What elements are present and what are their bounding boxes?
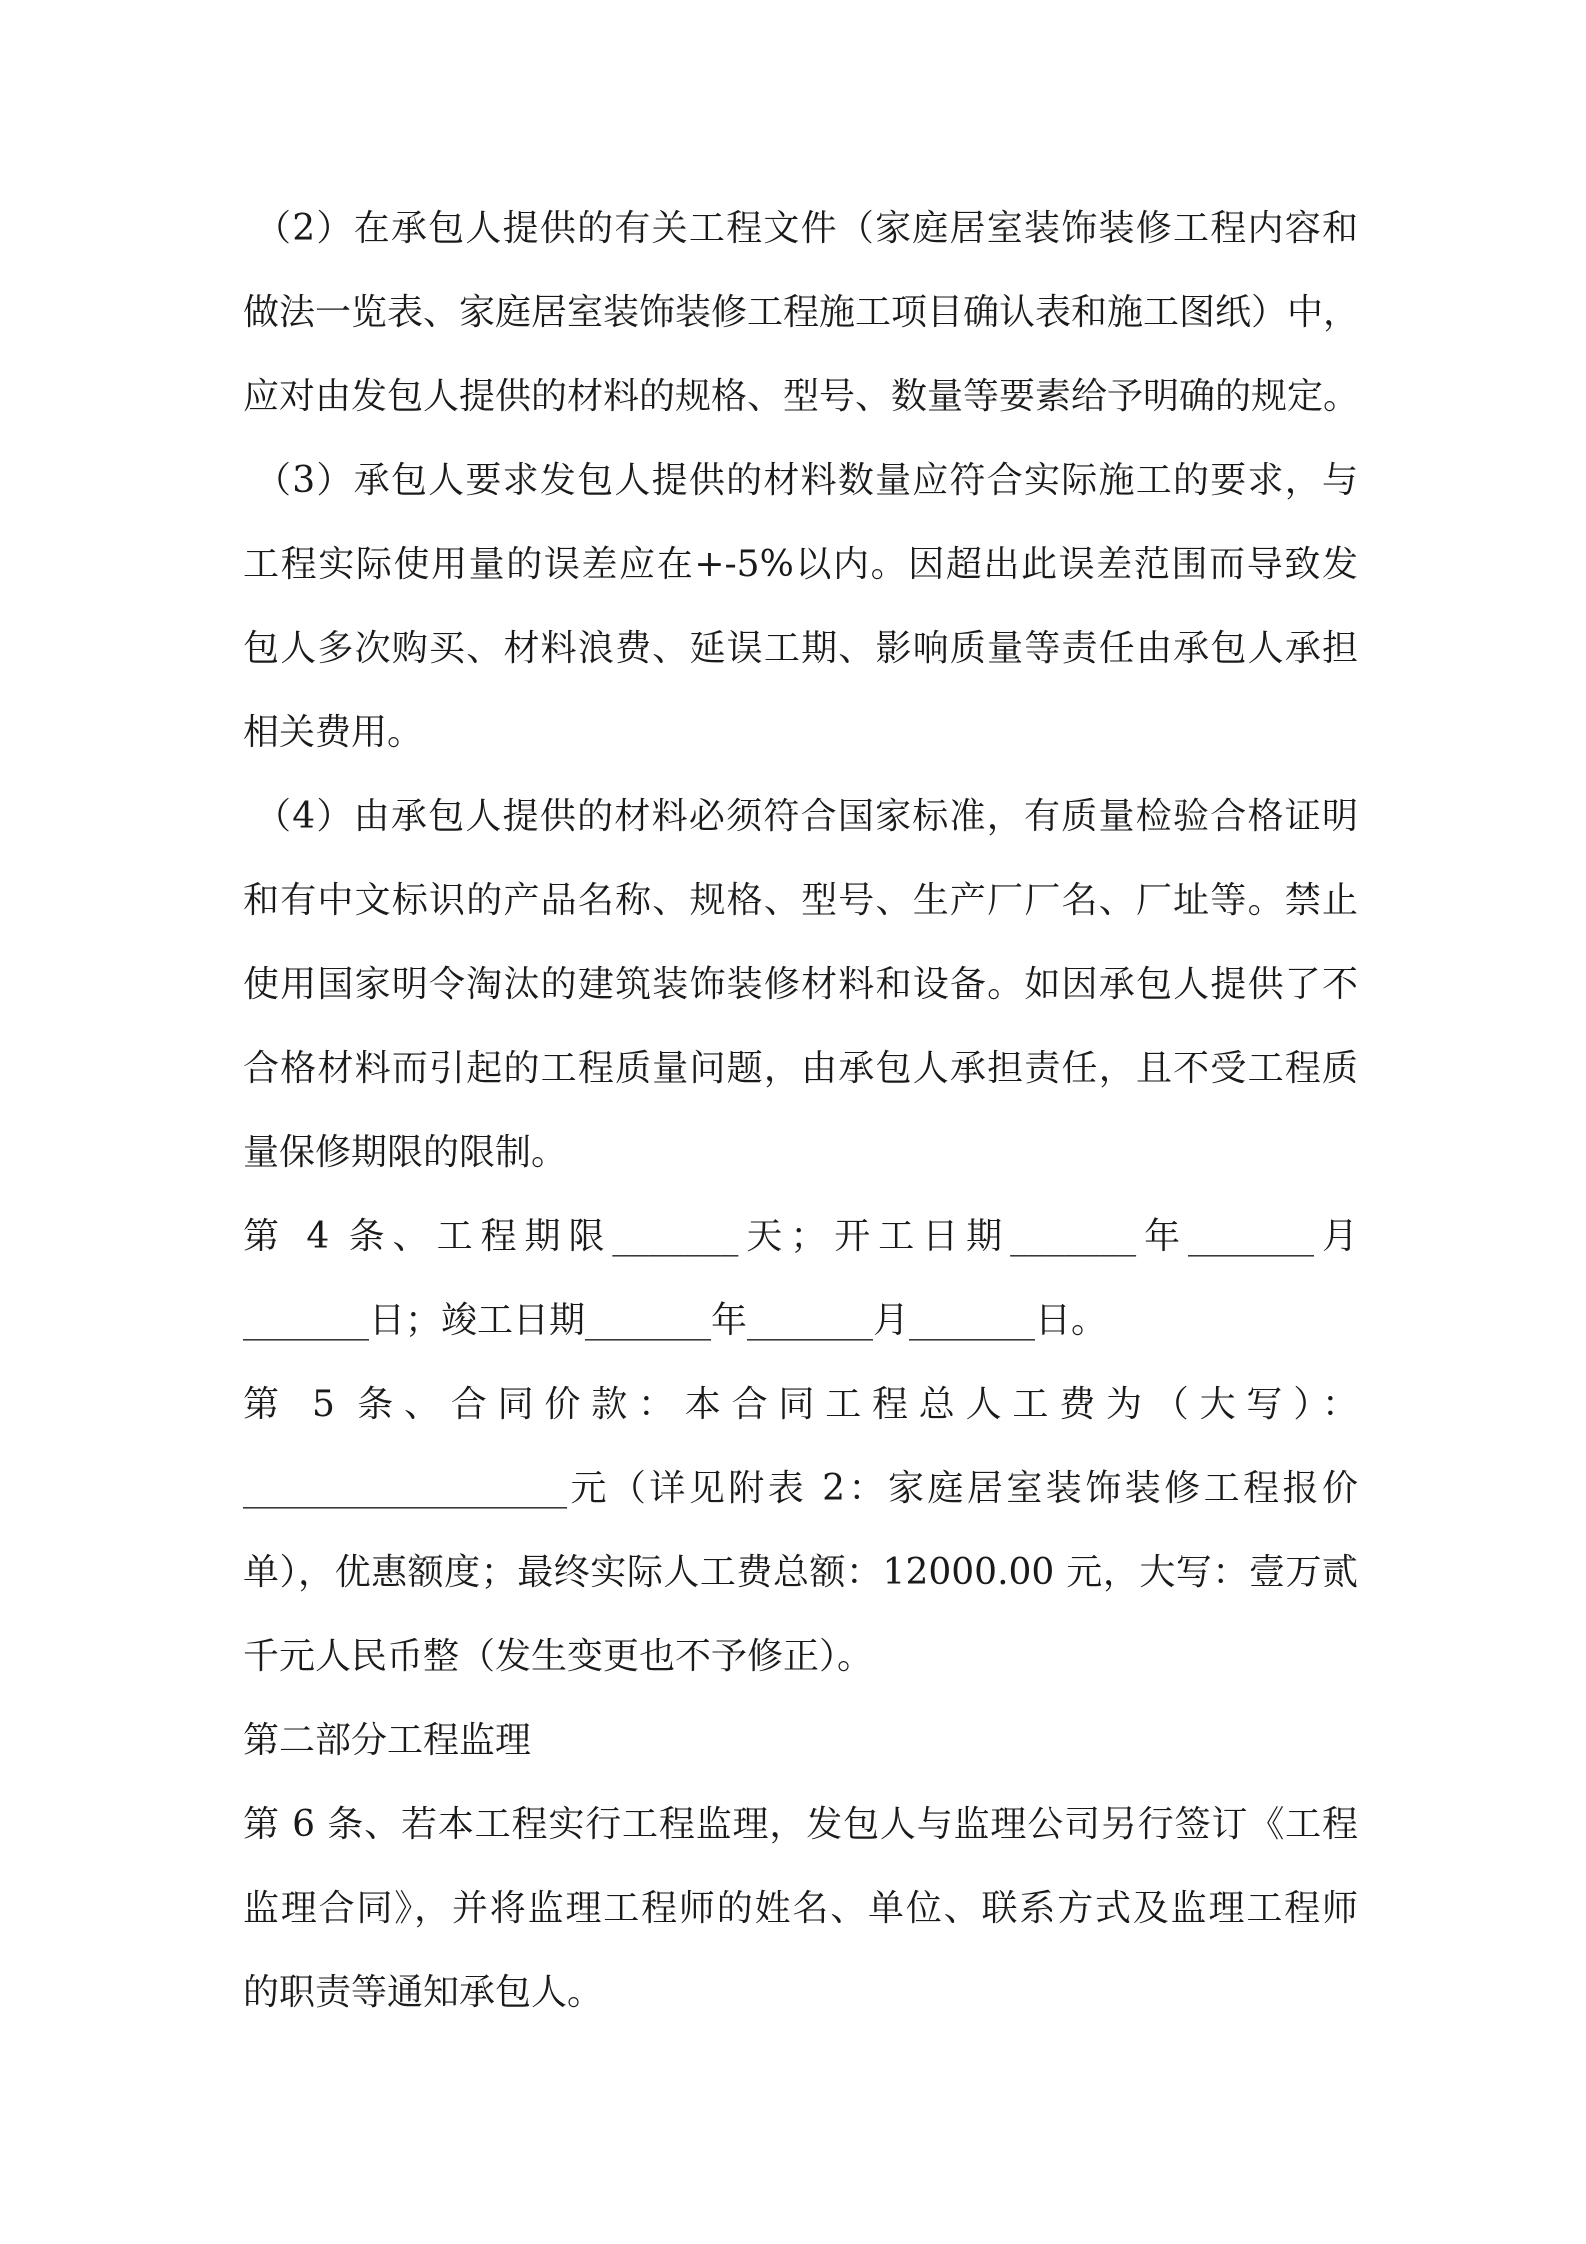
paragraph-line: 单），优惠额度；最终实际人工费总额：12000.00 元，大写：壹万贰	[243, 1552, 1358, 1593]
paragraph-line: 相关费用。	[243, 712, 424, 753]
paragraph-line: 第 6 条、若本工程实行工程监理，发包人与监理公司另行签订《工程	[243, 1804, 1358, 1845]
section-heading: 第二部分工程监理	[243, 1720, 532, 1761]
paragraph-line: 使用国家明令淘汰的建筑装饰装修材料和设备。如因承包人提供了不	[243, 964, 1358, 1005]
paragraph-line: 应对由发包人提供的材料的规格、型号、数量等要素给予明确的规定。	[243, 376, 1360, 417]
paragraph-line: 做法一览表、家庭居室装饰装修工程施工项目确认表和施工图纸）中，	[243, 292, 1360, 333]
paragraph-line: 量保修期限的限制。	[243, 1132, 568, 1173]
paragraph-line: 的职责等通知承包人。	[243, 1972, 604, 2013]
paragraph-line: 合格材料而引起的工程质量问题，由承包人承担责任，且不受工程质	[243, 1048, 1358, 1089]
paragraph-line: __________________元（详见附表 2：家庭居室装饰装修工程报价	[243, 1468, 1358, 1509]
paragraph-line: （4）由承包人提供的材料必须符合国家标准，有质量检验合格证明	[255, 796, 1358, 837]
paragraph-line: 千元人民币整（发生变更也不予修正）。	[243, 1636, 874, 1677]
paragraph-line: （2）在承包人提供的有关工程文件（家庭居室装饰装修工程内容和	[255, 208, 1358, 249]
paragraph-line: （3）承包人要求发包人提供的材料数量应符合实际施工的要求，与	[255, 460, 1358, 501]
paragraph-line: 第 5 条、合同价款：本合同工程总人工费为（大写）：	[243, 1384, 1358, 1425]
paragraph-line: 工程实际使用量的误差应在+-5%以内。因超出此误差范围而导致发	[243, 544, 1358, 585]
paragraph-line: _______日；竣工日期_______年_______月_______日。	[243, 1300, 1108, 1341]
paragraph-line: 包人多次购买、材料浪费、延误工期、影响质量等责任由承包人承担	[243, 628, 1358, 669]
paragraph-line: 和有中文标识的产品名称、规格、型号、生产厂厂名、厂址等。禁止	[243, 880, 1358, 921]
paragraph-line: 第 4 条、工程期限_______天；开工日期_______年_______月	[243, 1216, 1358, 1257]
paragraph-line: 监理合同》，并将监理工程师的姓名、单位、联系方式及监理工程师	[243, 1888, 1358, 1929]
